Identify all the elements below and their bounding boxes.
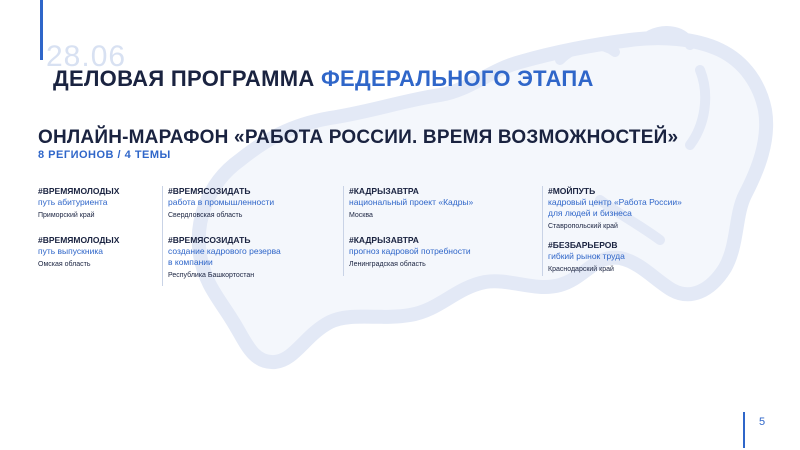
program-entry — [168, 235, 328, 281]
topic: путь выпускника — [38, 246, 103, 256]
region: Ленинградская область — [349, 261, 426, 268]
program-column-3 — [343, 186, 519, 276]
region: Омская область — [38, 261, 91, 268]
region: Краснодарский край — [548, 266, 614, 273]
program-column-2 — [162, 186, 328, 286]
topic: создание кадрового резерва — [168, 246, 281, 256]
hashtag: #БЕЗБАРЬЕРОВ — [548, 240, 618, 250]
page-title-part-2: ФЕДЕРАЛЬНОГО ЭТАПА — [320, 66, 594, 91]
hashtag: #ВРЕМЯМОЛОДЫХ — [38, 186, 120, 196]
region: Приморский край — [38, 212, 95, 219]
topic: кадровый центр «Работа России» — [548, 197, 682, 207]
program-column-1 — [38, 186, 158, 284]
topic: гибкий рынок труда — [548, 251, 625, 261]
marathon-title: ОНЛАЙН-МАРАФОН «РАБОТА РОССИИ. ВРЕМЯ ВОЗМОЖНОСТЕЙ» — [38, 127, 679, 148]
topic: прогноз кадровой потребности — [349, 246, 471, 256]
topic: путь абитуриента — [38, 197, 108, 207]
marathon-subtitle: 8 РЕГИОНОВ / 4 ТЕМЫ — [38, 149, 171, 161]
page-title — [53, 66, 594, 92]
topic: национальный проект «Кадры» — [349, 197, 474, 207]
program-column-4 — [542, 186, 723, 276]
date-label: 28.06 — [46, 40, 127, 73]
accent-bar-top — [40, 0, 43, 60]
topic-line-2: в компании — [168, 257, 213, 267]
program-entry — [168, 186, 328, 221]
hashtag: #ВРЕМЯМОЛОДЫХ — [38, 235, 120, 245]
program-entry — [38, 235, 158, 270]
region: Ставропольский край — [548, 223, 618, 230]
hashtag: #ВРЕМЯСОЗИДАТЬ — [168, 235, 251, 245]
hashtag: #МОЙПУТЬ — [548, 186, 596, 196]
topic: работа в промышленности — [168, 197, 275, 207]
program-entry — [548, 240, 723, 275]
page-number: 5 — [759, 416, 766, 428]
page-title-part-1: ДЕЛОВАЯ ПРОГРАММА — [53, 66, 321, 91]
topic-line-2: для людей и бизнеса — [548, 208, 632, 218]
program-entry — [349, 186, 519, 221]
hashtag: #КАДРЫЗАВТРА — [349, 235, 419, 245]
program-entry — [38, 186, 158, 221]
hashtag: #КАДРЫЗАВТРА — [349, 186, 419, 196]
program-entry — [548, 186, 723, 232]
program-entry — [349, 235, 519, 270]
page-number-bar — [743, 412, 745, 448]
region: Республика Башкортостан — [168, 272, 255, 279]
hashtag: #ВРЕМЯСОЗИДАТЬ — [168, 186, 251, 196]
region: Свердловская область — [168, 212, 243, 219]
region: Москва — [349, 212, 373, 219]
